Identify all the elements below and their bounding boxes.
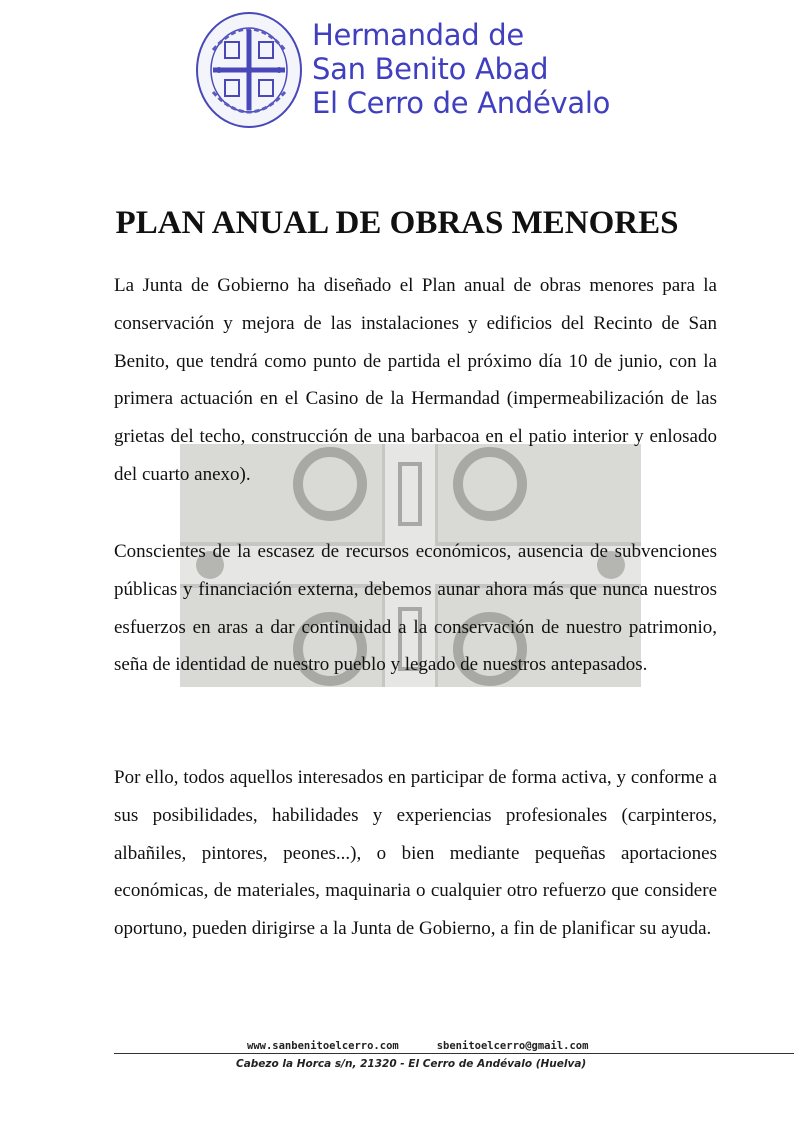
footer-divider <box>114 1053 794 1054</box>
paragraph-3: Por ello, todos aquellos interesados en participar de forma activa, y conforme a sus posibilidades, habilidades y experiencias profesionales (carpinteros, albañiles, pintores, peones...), o bien mediante pequeñas aportaciones económicas, de materiales, maquinaria o cualquier otro refuerzo que considere oportuno, pueden dirigirse a la Junta de Gobierno, a fin de planificar su ayuda. <box>114 767 717 940</box>
brotherhood-seal-icon <box>193 10 305 130</box>
footer-contact <box>247 1040 588 1052</box>
paragraph-2: Conscientes de la escasez de recursos económicos, ausencia de subvenciones públicas y financiación externa, debemos aunar ahora más que nunca nuestros esfuerzos en aras a dar continuidad a la conservación de nuestro patrimonio, seña de identidad de nuestro pueblo y legado de nuestros antepasados. <box>114 541 717 676</box>
document-title: PLAN ANUAL DE OBRAS MENORES <box>115 205 679 241</box>
org-name-line-3: El Cerro de Andévalo <box>312 86 611 120</box>
footer-email: sbenitoelcerro@gmail.com <box>436 1040 589 1052</box>
org-name-line-2: San Benito Abad <box>312 52 549 86</box>
footer-website: www.sanbenitoelcerro.com <box>247 1040 399 1052</box>
organization-name <box>312 18 610 120</box>
paragraph-1: La Junta de Gobierno ha diseñado el Plan anual de obras menores para la conservación y mejora de las instalaciones y edificios del Recinto de San Benito, que tendrá como punto de partida el próximo día 10 de junio, con la primera actuación en el Casino de la Hermandad (impermeabilización de las grietas del techo, construcción de una barbacoa en el patio interior y enlosado del cuarto anexo). <box>114 275 717 485</box>
org-name-line-1: Hermandad de <box>312 18 524 52</box>
footer-address: Cabezo la Horca s/n, 21320 - El Cerro de Andévalo (Huelva) <box>236 1058 587 1070</box>
